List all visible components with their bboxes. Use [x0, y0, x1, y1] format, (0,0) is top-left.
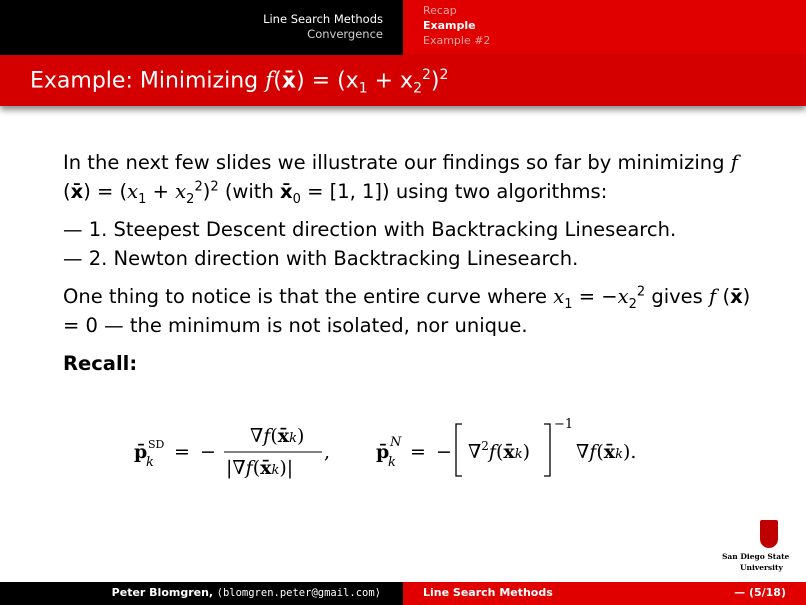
- footer-talk-title[interactable]: Line Search Methods: [423, 586, 553, 599]
- section-nav: [0, 0, 403, 55]
- intro-paragraph: In the next few slides we illustrate our findings so far by minimizing f (x̄) = $(x_1 + x_2^2)^2$ (with $x̄_0 = [1$, 1]) using two algorithms:: [63, 151, 738, 207]
- subsection-link-recap[interactable]: Recap: [423, 4, 457, 17]
- section-link-line-search-methods[interactable]: Line Search Methods: [263, 12, 383, 26]
- logo-text-line1: San Diego State: [722, 552, 790, 561]
- slide-title-text: Example: Minimizing: [30, 68, 259, 94]
- footer-author: [112, 586, 381, 599]
- svg-text:N: N: [390, 435, 402, 450]
- svg-text:=: =: [410, 441, 426, 463]
- svg-text:SD: SD: [148, 438, 165, 451]
- slide-title-bar: [0, 55, 806, 106]
- svg-text:=: =: [174, 441, 190, 463]
- university-logo: [722, 520, 790, 576]
- svg-text:∇f(x̄k): ∇f(x̄k): [250, 425, 305, 447]
- footer-title-section: [403, 582, 806, 605]
- footer-page-number: — (5/18): [734, 586, 786, 599]
- author-name: Peter Blomgren,: [111, 586, 214, 599]
- svg-text:k: k: [388, 455, 396, 470]
- svg-text:p̄: p̄: [376, 441, 390, 463]
- subsection-link-example-2[interactable]: Example #2: [423, 34, 491, 47]
- svg-text:∇2f(x̄k): ∇$^2$f(x̄k): [468, 439, 531, 463]
- subsection-link-example[interactable]: Example: [423, 19, 476, 32]
- recall-heading: Recall:: [63, 352, 138, 375]
- list-item: — 2. Newton direction with Backtracking Linesearch.: [63, 247, 579, 270]
- svg-text:,: ,: [324, 441, 331, 463]
- direction-equations: [130, 412, 730, 492]
- svg-text:−: −: [436, 441, 452, 463]
- author-email: ⟨blomgren.peter@gmail.com⟩: [216, 587, 381, 599]
- slide-body: [63, 148, 763, 378]
- equation-graphic: [130, 412, 730, 492]
- svg-text:k: k: [146, 455, 154, 470]
- top-navigation-bar: [0, 0, 806, 55]
- svg-text:|∇f(x̄k)|: |∇f(x̄k)|: [226, 457, 294, 479]
- notice-paragraph: One thing to notice is that the entire curve where $x_1 = -x_2^2$ gives f (x̄) = 0 — the minimum is not isolated, nor unique.: [63, 284, 751, 337]
- subsection-nav: [403, 0, 806, 55]
- shield-icon: [760, 520, 778, 548]
- svg-text:−1: −1: [554, 417, 574, 432]
- list-item: — 1. Steepest Descent direction with Backtracking Linesearch.: [63, 218, 677, 241]
- svg-text:−: −: [200, 441, 216, 463]
- footer-author-section: [0, 582, 403, 605]
- slide-title: Example: Minimizing f(x̄) = $(x_1 + x_2^2)^2$: [30, 67, 449, 97]
- svg-text:∇f(x̄k).: ∇f(x̄k).: [576, 441, 637, 463]
- section-link-convergence[interactable]: Convergence: [307, 27, 383, 41]
- svg-text:p̄: p̄: [134, 441, 148, 463]
- logo-text-line2: University: [740, 563, 783, 572]
- footer-bar: [0, 582, 806, 605]
